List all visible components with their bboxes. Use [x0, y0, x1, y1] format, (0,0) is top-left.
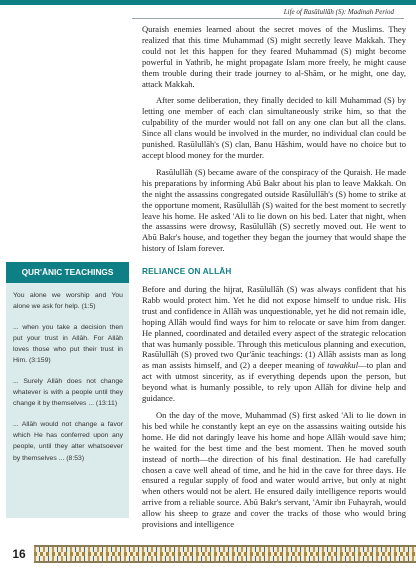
sidebar-verse: ... when you take a decision then put your trust in Allāh. For Allāh loves those who put their trust in Him. (3:159)	[13, 323, 123, 365]
header-rule	[132, 18, 404, 19]
tawakkul-term: tawakkul	[327, 360, 359, 371]
sidebar-verse: ... Surely Allāh does not change whatever is with a people until they change it by themselves ... (13:11)	[13, 377, 123, 408]
quranic-teachings-box	[6, 262, 129, 518]
reliance-text-start: Before and during the hijrat, Rasūlullāh (S) was always confident that his Rabb would protect him. Yet he did not expose himself to undue risk. His trust and confidence in Allāh was unquestionable, yet he did not remain idle, hoping Allāh would find ways for him to relocate or save him from danger. He planned, coordinated and detailed every aspect of the strategic relocation that was humanly possible. Through this meticulous planning and execution, Rasūlullāh (S) proved two Qur'ānic teachings: (1) Allāh assists man as long as man assists himself, and (2) a deeper meaning of	[142, 284, 406, 371]
running-head: Life of Rasūlullāh (S): Madinah Period	[283, 8, 394, 16]
paragraph-deliberation: After some deliberation, they finally decided to kill Muhammad (S) by letting one member of each clan simultaneously strike him, so that the culpability of the murder would not fall on any one clan but all the clans. Since all clans would be involved in the murder, no individual clan could be punished. Rasūlullāh's (S) clan, Banu Hāshim, would have no choice but to accept blood money for the murder.	[142, 95, 406, 160]
sidebar-verse: ... Allāh would not change a favor which He has conferred upon any people, until they alter whatsoever by themselves ... (8:53)	[13, 420, 123, 462]
sidebar-verse: You alone we worship and You alone we ask for help. (1:5)	[13, 292, 123, 311]
paragraph-reliance-1	[142, 284, 406, 404]
top-color-band	[0, 0, 416, 5]
paragraph-day-of-move: On the day of the move, Muhammad (S) first asked 'Ali to lie down in his bed while he constantly kept an eye on the assassins waiting outside his home. He did not daringly leave his home and hope Allāh would save him; he waited for the best time and the best moment. Then he moved south instead of north—the direction of his final destination. He had carefully chosen a cave well ahead of time, and he hid in the cave for three days. He ensured a regular supply of food and water would arrive, but only at night when others would not be alert. He ensured daily intelligence reports would arrive from a reliable source. Abū Bakr's servant, 'Amir ibn Fuhayrah, would allow his sheep to graze and cover the tracks of those who would bring provisions and intelligence	[142, 410, 406, 530]
decorative-footer-band	[34, 545, 416, 563]
paragraph-conspiracy: Rasūlullāh (S) became aware of the conspiracy of the Quraish. He made his preparations by informing Abū Bakr about his plan to leave Makkah. On the night the assassins congregated outside Rasūlullāh's (S) home to strike at the opportune moment, Rasūlullāh (S) waited for the best moment to secretly leave his home. He asked 'Ali to lie down on his bed. Later that night, when the assassins were drowsy, Rasūlullāh (S) secretly moved out. He went to Abū Bakr's house, and together they began the journey that would shape the history of Islam forever.	[142, 166, 406, 254]
sidebar-body	[6, 283, 129, 464]
sidebar-title: QUR'ĀNIC TEACHINGS	[6, 262, 129, 283]
page-number: 16	[12, 547, 26, 561]
paragraph-quraish-enemies: Quraish enemies learned about the secret moves of the Muslims. They realized that this time Muhammad (S) might secretly leave Makkah. They could not let this happen for they feared Muhammad (S) might become powerful in Yathrib, he might propagate Islam more freely, he might cause them trouble during their trade journey to al-Shām, or he might, one day, attack Makkah.	[142, 24, 406, 89]
main-text-column	[142, 24, 406, 530]
section-heading-reliance: RELIANCE ON ALLĀH	[142, 267, 232, 277]
reliance-text-end: —to plan and act with utmost sincerity, as if everything depends upon the person, but beyond what is humanly possible, to rely upon Allāh for divine help and guidance.	[142, 360, 406, 404]
